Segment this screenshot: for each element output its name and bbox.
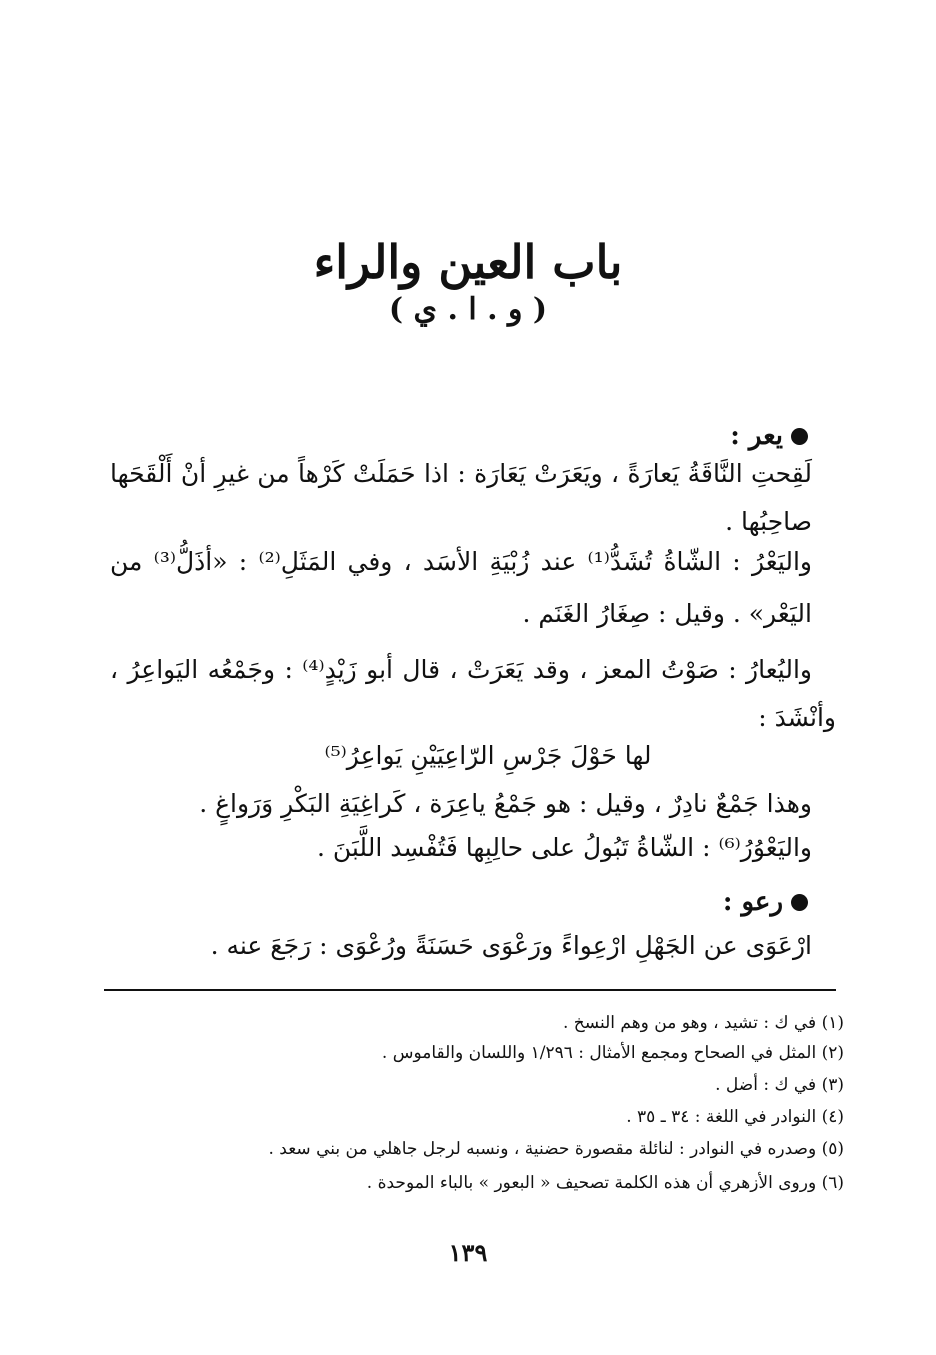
entry-line: واليُعارُ : صَوْتُ المعز ، وقد يَعَرَتْ ، قال أبو زَيْدٍ⁽⁴⁾ : وجَمْعُه اليَواعِرُ ، [110, 655, 812, 684]
entry-heading-text: يعر : [730, 421, 783, 451]
bullet-icon [791, 428, 808, 445]
chapter-title: باب العين والراء [313, 235, 623, 289]
footnote-divider [104, 989, 836, 991]
entry-line: وهذا جَمْعٌ نادِرٌ ، وقيل : هو جَمْعُ ياعِرَة ، كَراغِيَةِ البَكْرِ وَرَواغٍ . [199, 789, 812, 818]
entry-line: واليَعْرُ : الشّاةُ تُشَدُّ⁽¹⁾ عند زُبْيَةِ الأسَد ، وفي المَثَلِ⁽²⁾ : «أذَلُّ⁽³⁾ من [110, 547, 812, 576]
entry-line: ارْعَوَى عن الجَهْلِ ارْعِواءً ورَعْوَى حَسَنَةً ورُعْوَى : رَجَعَ عنه . [210, 931, 812, 960]
entry-line: واليَعْوُرُ⁽⁶⁾ : الشّاةُ تَبُولُ على حالِبِها فَتُفْسِد اللَّبَنَ . [316, 833, 812, 862]
page-number: ١٣٩ [448, 1238, 488, 1267]
entry-heading [730, 418, 808, 454]
footnote: (٦) وروى الأزهري أن هذه الكلمة تصحيف « البعور » بالباء الموحدة . [366, 1173, 844, 1193]
entry-heading-text: رعو : [722, 887, 783, 917]
footnote: (٢) المثل في الصحاح ومجمع الأمثال : ١/٢٩٦ واللسان والقاموس . [381, 1043, 844, 1063]
entry-line: صاحِبُها . [725, 507, 812, 536]
footnote: (٣) في ك : أضل . [715, 1075, 844, 1095]
entry-line: لَقِحتِ النَّاقَةُ يَعارَةً ، ويَعَرَتْ يَعَارَة : اذا حَمَلَتْ كَرْهاً من غيرِ أنْ أَلْقَحَها [110, 459, 812, 488]
chapter-subtitle: ( و . ا . ي ) [388, 292, 548, 327]
bullet-icon [791, 894, 808, 911]
footnote: (٥) وصدره في النوادر : لنائلة مقصورة حضنية ، ونسبه لرجل جاهلي من بني سعد . [268, 1139, 844, 1159]
footnote: (٤) النوادر في اللغة : ٣٤ ـ ٣٥ . [626, 1107, 844, 1127]
entry-heading [723, 884, 808, 920]
footnote: (١) في ك : تشيد ، وهو من وهم النسخ . [563, 1013, 844, 1033]
entry-line: اليَعْر» . وقيل : صِغَارُ الغَنَم . [522, 599, 812, 628]
verse-line: لها حَوْلَ جَرْسِ الرّاعِيَيْنِ يَواعِرُ⁽⁵⁾ [324, 741, 652, 770]
entry-line: وأنْشَدَ : [758, 703, 836, 732]
